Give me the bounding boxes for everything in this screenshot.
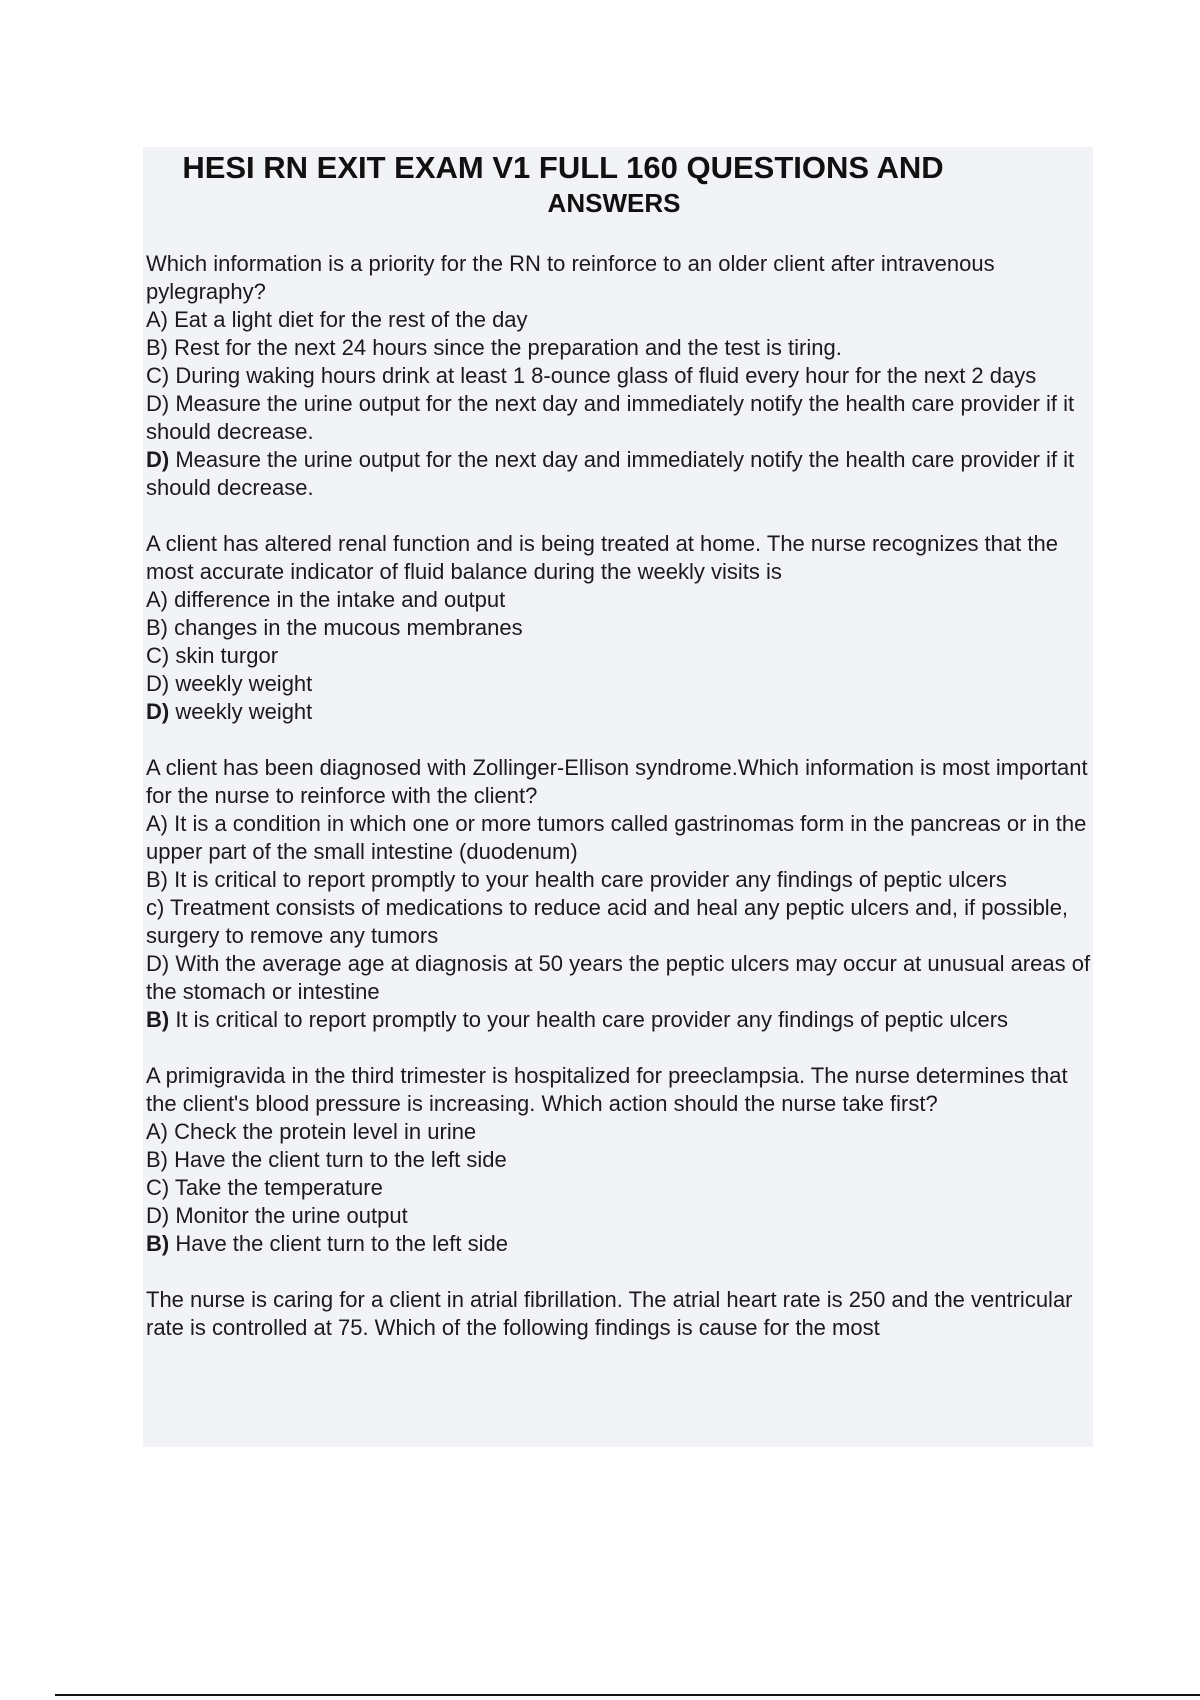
option-c: C) skin turgor bbox=[146, 643, 279, 668]
answer bbox=[146, 1006, 1091, 1034]
answer-letter: B) bbox=[146, 1231, 170, 1256]
question-text: A client has altered renal function and is being treated at home. The nurse recognizes that the most accurate indicator of fluid balance during the weekly visits is bbox=[146, 531, 1058, 584]
answer-text: weekly weight bbox=[169, 699, 313, 724]
question-text: The nurse is caring for a client in atrial fibrillation. The atrial heart rate is 250 and the ventricular rate is controlled at 75. Which of the following findings is cause for the most bbox=[146, 1287, 1073, 1340]
option-b: B) It is critical to report promptly to your health care provider any findings of peptic ulcers bbox=[146, 867, 1007, 892]
answer-text: It is critical to report promptly to your health care provider any findings of peptic ulcers bbox=[169, 1007, 1009, 1032]
title-line-1: HESI RN EXIT EXAM V1 FULL 160 QUESTIONS AND bbox=[182, 150, 944, 185]
answer-letter: B) bbox=[146, 1007, 170, 1032]
option-a: A) It is a condition in which one or more tumors called gastrinomas form in the pancreas or in the upper part of the small intestine (duodenum) bbox=[146, 811, 1087, 864]
answer-letter: D) bbox=[146, 699, 170, 724]
answer-text: Have the client turn to the left side bbox=[169, 1231, 508, 1256]
option-c: C) Take the temperature bbox=[146, 1175, 383, 1200]
document-title bbox=[143, 150, 1093, 220]
question-text: A primigravida in the third trimester is hospitalized for preeclampsia. The nurse determines that the client's blood pressure is increasing. Which action should the nurse take first? bbox=[146, 1063, 1068, 1116]
option-a: A) Check the protein level in urine bbox=[146, 1119, 477, 1144]
document-body bbox=[146, 250, 1091, 1370]
question-block-5 bbox=[146, 1286, 1091, 1342]
question-block-4 bbox=[146, 1062, 1091, 1258]
option-d: D) Monitor the urine output bbox=[146, 1203, 408, 1228]
option-c: c) Treatment consists of medications to reduce acid and heal any peptic ulcers and, if possible, surgery to remove any tumors bbox=[146, 895, 1069, 948]
answer-text: Measure the urine output for the next day and immediately notify the health care provider if it should decrease. bbox=[146, 447, 1075, 500]
answer bbox=[146, 698, 1091, 726]
question-text: A client has been diagnosed with Zollinger-Ellison syndrome.Which information is most important for the nurse to reinforce with the client? bbox=[146, 755, 1088, 808]
footer-divider bbox=[55, 1694, 1200, 1696]
title-line-2: ANSWERS bbox=[547, 188, 681, 218]
option-a: A) difference in the intake and output bbox=[146, 587, 506, 612]
option-b: B) Rest for the next 24 hours since the preparation and the test is tiring. bbox=[146, 335, 842, 360]
option-d: D) With the average age at diagnosis at 50 years the peptic ulcers may occur at unusual areas of the stomach or intestine bbox=[146, 951, 1091, 1004]
answer-letter: D) bbox=[146, 447, 170, 472]
question-text: Which information is a priority for the RN to reinforce to an older client after intravenous pylegraphy? bbox=[146, 251, 995, 304]
answer bbox=[146, 446, 1091, 502]
option-d: D) Measure the urine output for the next day and immediately notify the health care provider if it should decrease. bbox=[146, 391, 1075, 444]
option-c: C) During waking hours drink at least 1 8-ounce glass of fluid every hour for the next 2 days bbox=[146, 363, 1037, 388]
option-a: A) Eat a light diet for the rest of the day bbox=[146, 307, 528, 332]
option-d: D) weekly weight bbox=[146, 671, 313, 696]
option-b: B) Have the client turn to the left side bbox=[146, 1147, 507, 1172]
question-block-1 bbox=[146, 250, 1091, 502]
answer bbox=[146, 1230, 1091, 1258]
question-block-2 bbox=[146, 530, 1091, 726]
question-block-3 bbox=[146, 754, 1091, 1034]
option-b: B) changes in the mucous membranes bbox=[146, 615, 523, 640]
